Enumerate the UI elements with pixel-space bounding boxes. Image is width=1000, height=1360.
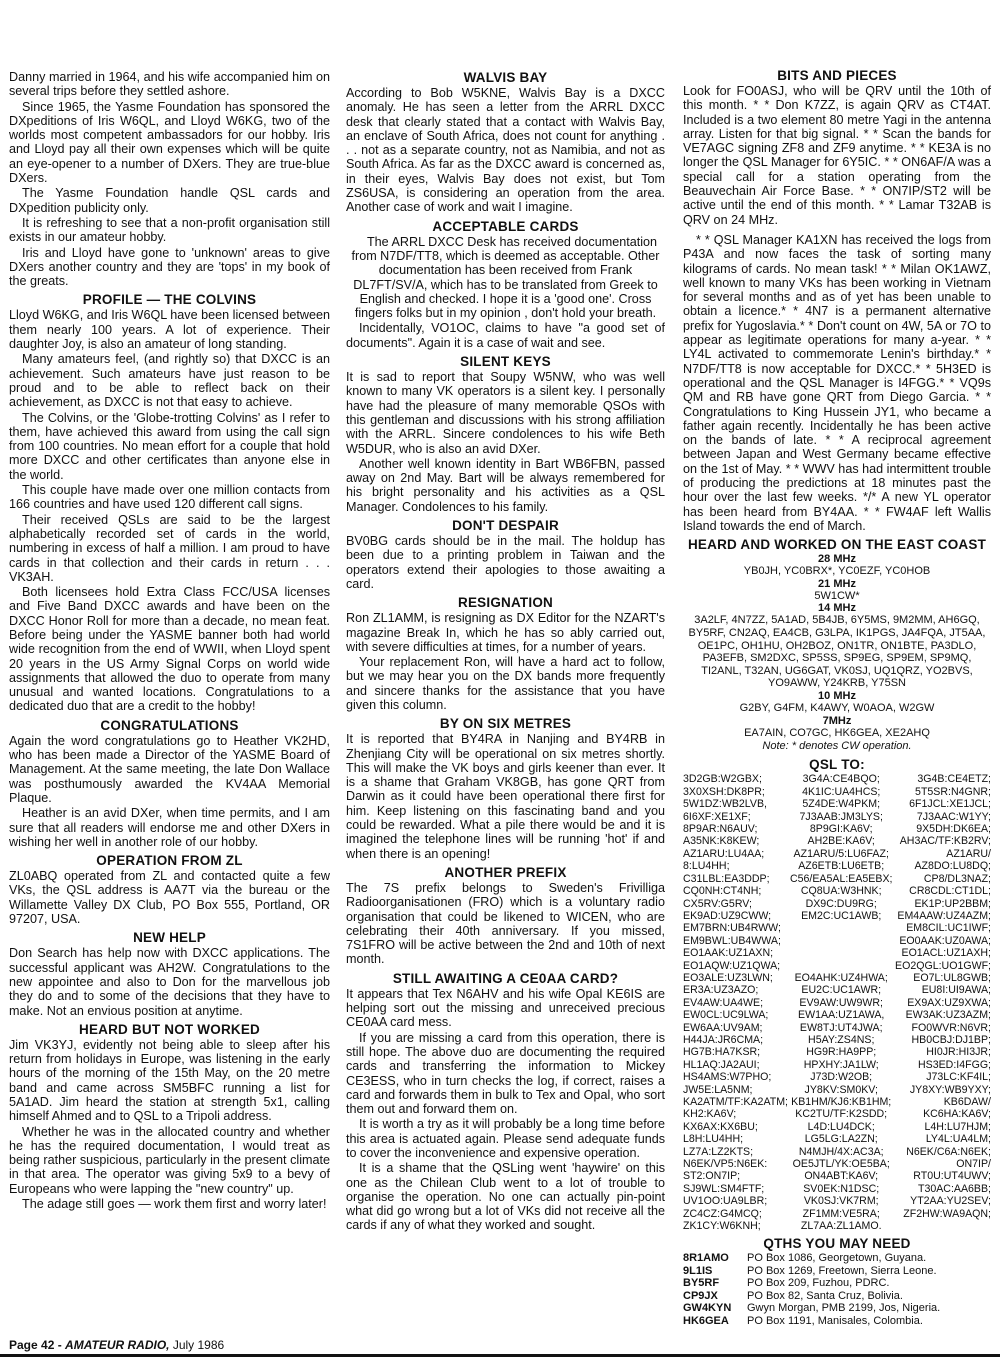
qsl-entry: EV9AW:UW9WR;: [799, 996, 884, 1009]
qsl-entry: YT2AA:YU2SEV;: [910, 1195, 991, 1208]
qsl-entry: 3G4A:CE4BQO;: [802, 773, 880, 786]
qsl-entry: EO3ALE:UZ3LWN;: [683, 971, 773, 984]
qsl-entry: [894, 1220, 991, 1232]
paragraph: Your replacement Ron, will have a hard act to follow, but we may hear you on the DX bands more frequently and sincere thanks for the assistance that you have given this column.: [346, 655, 665, 712]
band-calls: 3A2LF, 4N7ZZ, 5A1AD, 5B4JB, 6Y5MS, 9M2MM, AH6GQ, BY5RF, CN2AQ, EA4CB, G3LPA, IK1PGS, JA4FQA, JT5AA, OE1PC, OH1HU, OH2BOZ, ON1TR, ON1BTE, PA3DLO, PA3EFB, SM2DXC, SP5SS, SP9EG, SP9EM, SP9MQ, TI2ANL, T32AN, UG6GAT, VK0SJ, UQ1QRZ, YO2BVS, YO9AWW, Y24KRB, Y75SN: [688, 614, 986, 690]
band-calls: YB0JH, YC0BRX*, YC0EZF, YC0HOB: [743, 565, 931, 578]
qsl-entry: N6EK/VP5:N6EK:: [683, 1158, 768, 1171]
paragraph: It is reported that BY4RA in Nanjing and BY4RB in Zhenjiang City will be operational on six metres shortly. This will make the VK boys and girls keener than ever. It is a shame that Graham VK8GB, has gone QRT from Darwin as it could have been operational there first for him. Keep listening on this fascinating band and you could be rewarded. What a pile there would be and it is imagined the telephone lines will be running 'hot' if and when there is an opening!: [346, 732, 665, 861]
qsl-entry: HB0CBJ:DJ1BP;: [911, 1033, 991, 1046]
qsl-entry: L4H:LU7HJM;: [924, 1120, 991, 1133]
qsl-entry: ZF2HW:WA9AQN;: [903, 1207, 991, 1220]
qsl-entry: ER3A:UZ3AZO;: [683, 984, 759, 997]
qsl-entry: CR8CDL:CT1DL;: [909, 885, 991, 898]
qsl-entry: T30AC:AA6BB;: [917, 1182, 991, 1195]
qsl-entry: EO1AQW:UZ1QWA;: [683, 959, 781, 972]
section-heading-congratulations: CONGRATULATIONS: [100, 717, 239, 733]
paragraph: It is refreshing to see that a non-profit organisation still exists in our amateur hobby.: [9, 215, 330, 245]
qsl-entry: EO1ACL:UZ1AXH;: [901, 947, 991, 960]
qsl-entry: EU8I:UI9AWA;: [921, 984, 991, 997]
paragraph: Another well known identity in Bart WB6FBN, passed away on 2nd May. Bart will be always remembered for his bright personality and his activities as a QSL Manager. Condolences to his family.: [346, 456, 665, 514]
section-heading-new-help: NEW HELP: [133, 930, 206, 946]
qsl-entry: JW5E:LA5NM;: [683, 1083, 753, 1096]
section-heading-bits-and-pieces: BITS AND PIECES: [777, 68, 897, 83]
qsl-entry: RT0U:UT4UWV;: [913, 1170, 991, 1183]
section-heading-qsl-to: QSL TO:: [809, 757, 865, 773]
qth-address: PO Box 209, Fuzhou, PDRC.: [747, 1277, 890, 1290]
qsl-entry: J73D:W2OB;: [810, 1071, 873, 1084]
band-list: [683, 553, 991, 753]
paragraph: * * QSL Manager KA1XN has received the logs from P43A and now faces the task of sorting many kilograms of cards. No mean task! * * Milan OK1AWZ, well known to many VKs has been working in Vietnam for several months and as of yet has been unable to obtain a licence.* * 4N7 is a permanent alternative prefix for Yugoslavia.* * Don't count on 4W, 5A or 7O to appear as legitimate operations for many a-year. * * LY4L activated to commemorate Lenin's birthday.* * N7DF/TT8 is now acceptable for DXCC.* * 5H3ED is operational and the QSL Manager is I4FGG.* * VQ9s QM and RB have gone QRT from Diego Garcia. * * Congratulations to King Hussein JY1, who became a father again recently. Incidentally he has been active on the bands of late. * * A reciprocal agreement between Japan and West Germany became effective on the 1st of May. * * WWV has had intermittent trouble of producing the predictions at 18 minutes past the hour over the last few weeks. */* A new YL operator has been heard from BY4AA. * * FW4AF left Wallis Island towards the end of March.: [683, 232, 991, 533]
qsl-entry: ZF1MM:VE5RA;: [802, 1207, 880, 1220]
section-heading-colvins: PROFILE — THE COLVINS: [82, 292, 257, 308]
qsl-entry: EO0AAK:UZ0AWA;: [899, 934, 991, 947]
qsl-entry: CP8/DL3NAZ;: [923, 872, 991, 885]
column-1: [9, 70, 330, 1212]
qsl-entry: J73LC:KF4IL;: [926, 1071, 991, 1084]
section-heading-heard-not-worked: HEARD BUT NOT WORKED: [79, 1021, 260, 1037]
column-2: [346, 70, 665, 1234]
qsl-entry: 5W1DZ:WB2LVB,: [683, 798, 767, 811]
qsl-entry: [790, 960, 892, 972]
qsl-entry: LZ7A:LZ2KTS;: [683, 1145, 754, 1158]
cw-note: Note: * denotes CW operation.: [762, 740, 912, 753]
qsl-entry: EM7BRN:UB4RWW;: [683, 922, 781, 935]
paragraph: According to Bob W5KNE, Walvis Bay is a DXCC anomaly. He has seen a letter from the ARRL DXCC desk that clearly stated that a contact with Walvis Bay, an enclave of South Africa, does not count for anything . . . not as a separate country, not as Namibia, and not as South Africa. As far as the DXCC award is concerned as, in their eyes, Walvis Bay does not exist, but Tom ZS6USA, is considering an operation from the area. Another case of work and wait I imagine.: [346, 86, 665, 215]
qsl-entry: 6F1JCL:XE1JCL;: [909, 798, 991, 811]
qsl-entry: HPXHY:JA1LW;: [803, 1058, 879, 1071]
qsl-entry: EO7L:UL8GWB;: [913, 971, 991, 984]
paragraph: Their received QSLs are said to be the largest alphabetically recorded set of cards in the world, numbering in excess of half a million. I am proud to have cards in that collection and their cards in return . . . VK3AH.: [9, 512, 330, 584]
qth-callsign: CP9JX: [683, 1289, 718, 1302]
qsl-entry: H5AY:ZS4NS;: [808, 1033, 875, 1046]
qsl-entry: 5T5SR:N4GNR;: [915, 785, 991, 798]
qsl-entry: 5Z4DE:W4PKM;: [802, 798, 881, 811]
qsl-entry: OE5JTL/YK:OE5BA;: [792, 1158, 890, 1171]
qth-callsign: 8R1AMO: [683, 1252, 729, 1265]
paragraph: ZL0ABQ operated from ZL and contacted quite a few VKs, the QSL address is AA7T via the bureau or the Willamette Valley DX Club, PO Box 555, Portland, OR 97207, USA.: [9, 869, 330, 927]
page-footer: [9, 1338, 224, 1352]
qsl-entry: EW3AK:UZ3AZM;: [905, 1009, 991, 1022]
paragraph: Again the word congratulations go to Heather VK2HD, who has been made a Director of the YASME Board of Management. At the same meeting, the late Don Wallace was posthumously awarded the KV4AA Memorial Plaque.: [9, 733, 330, 805]
qsl-entry: ON4ABT:KA6V;: [804, 1170, 879, 1183]
qsl-entry: EM2C:UC1AWB;: [801, 909, 882, 922]
qth-callsign: GW4KYN: [683, 1302, 732, 1315]
qsl-entry: VK0SJ:VK7RM;: [803, 1195, 879, 1208]
qsl-entry: HS3ED:I4FGG;: [918, 1058, 991, 1071]
issue-date: July 1986: [172, 1338, 225, 1352]
paragraph: It is a shame that the QSLing went 'haywire' on this one as the Chilean Club went to a lot of trouble to organise the operation. No one can actually pin-point what did go wrong but a lot of VKs did not receive all the cards if any of what they worked and sought.: [346, 1161, 665, 1233]
paragraph: The Colvins, or the 'Globe-trotting Colvins' as I refer to them, have achieved this award from using the call sign from 100 countries. No mean effort for a couple that hold more DXCC and other certificates than anyone else in the world.: [9, 410, 330, 482]
qsl-entry: C31LBL:EA3DDP;: [683, 872, 770, 885]
qsl-entry: 4K1IC:UA4HCS;: [802, 785, 881, 798]
qsl-entry: JY8XY:WB9YXY;: [909, 1083, 991, 1096]
qsl-entry: EO1AAK:UZ1AXN;: [683, 947, 774, 960]
qsl-entry: CX5RV:G5RV;: [683, 897, 752, 910]
qth-address: Gwyn Morgan, PMB 2199, Jos, Nigeria.: [747, 1302, 941, 1315]
qsl-entry: 6I6XF:XE1XF;: [683, 810, 751, 823]
paragraph: Whether he was in the allocated country and whether he has the required documentation, I would treat as being rather suspicious, particularly in the present climate in that area. The operator was giving 5x9 to a bevy of Europeans who were lapping the "new country" up.: [9, 1124, 330, 1196]
band-calls: EA7AIN, CO7GC, HK6GEA, XE2AHQ: [744, 726, 930, 739]
qsl-entry: L8H:LU4HH;: [683, 1133, 744, 1146]
band-calls: G2BY, G4FM, K4AWY, W0AOA, W2GW: [739, 701, 935, 714]
qsl-entry: AH3AC/TF:KB2RV;: [899, 835, 991, 848]
qsl-entry: EV4AW:UA4WE;: [683, 996, 764, 1009]
section-heading-dont-despair: DON'T DESPAIR: [452, 518, 559, 534]
qsl-entry: 8P9GI:KA6V;: [809, 823, 873, 836]
qsl-entry: KC6HA:KA6V;: [923, 1108, 991, 1121]
paragraph: If you are missing a card from this operation, there is still hope. The above duo are documenting the required cards and transferring the information to Mickey CE3ESS, who in turn checks the log, if correct, raises a card and forwards them in bulk to Tex and Opal, who sort them out and forward them on.: [346, 1030, 665, 1117]
qsl-entry: 8:LU4HH;: [683, 860, 730, 873]
paragraph: Both licensees hold Extra Class FCC/USA licenses and Five Band DXCC awards and have been on the DXCC Honor Roll for more than a decade, no mean feat. Before being under the YASME banner both had world wide recognition from the end of WWII, when Lloyd spent 20 years in the US Army Signal Corps on world wide assignments that allowed the duo to operate from many unusual and wanted locations. Congratulations to a dedicated duo that are a credit to the hobby!: [9, 585, 330, 714]
qsl-entry: 7J3AAB:JM3LYS;: [799, 810, 883, 823]
qths-list: [683, 1252, 991, 1326]
qsl-entry: CQ0NH:CT4NH;: [683, 885, 762, 898]
footer-rule: [0, 1354, 1000, 1357]
section-heading-acceptable-cards: ACCEPTABLE CARDS: [432, 218, 579, 234]
qth-callsign: HK6GEA: [683, 1314, 729, 1327]
paragraph: The adage still goes — work them first and worry later!: [22, 1197, 327, 1212]
qsl-entry: A35NK:K8KEW;: [683, 835, 760, 848]
qth-callsign: BY5RF: [683, 1277, 720, 1290]
qsl-entry: HS4AMS:W7PHO;: [683, 1071, 772, 1084]
qsl-entry: EK9AD:UZ9CWW;: [683, 909, 772, 922]
qsl-entry: [790, 935, 892, 947]
qsl-entry: AZ8DO:LU8DQ;: [914, 860, 991, 873]
paragraph: The Yasme Foundation handle QSL cards and DXpedition publicity only.: [9, 186, 330, 215]
qsl-entry: 8P9AR:N6AUV;: [683, 823, 758, 836]
qsl-entry: KB6DAW/: [943, 1096, 991, 1108]
qsl-entry: KB1HM/KJ6:KB1HM;: [791, 1096, 892, 1108]
magazine-name: AMATEUR RADIO,: [65, 1338, 170, 1352]
qsl-entry: N4MJH/4X:AC3A;: [798, 1145, 884, 1158]
qsl-entry: ST2:ON7IP;: [683, 1170, 741, 1183]
qth-address: PO Box 1086, Georgetown, Guyana.: [747, 1252, 927, 1265]
qsl-entry: EM9BWL:UB4WWA;: [683, 934, 781, 947]
qsl-entry: AZ1ARU:LU4AA;: [683, 847, 765, 860]
paragraph: Since 1965, the Yasme Foundation has sponsored the DXpeditions of Iris W6QL, and Lloyd W6KG, two of the worlds most competent ambassadors for our hobby. Iris and Lloyd pay all their own expenses which will be quite an eye-opener to a number of DXers. They are true-blue DXers.: [9, 99, 330, 186]
qsl-entry: EU2C:UC1AWR;: [801, 984, 882, 997]
qsl-entry: HG7B:HA7KSR;: [683, 1046, 761, 1059]
qsl-entry: AZ1ARU/5:LU6FAZ;: [793, 847, 889, 860]
qsl-entry: H44JA:JR6CMA;: [683, 1033, 764, 1046]
section-heading-qths: QTHS YOU MAY NEED: [763, 1236, 911, 1252]
qsl-entry: HG9R:HA9PP;: [806, 1046, 877, 1059]
band-label: 7MHz: [822, 714, 852, 727]
paragraph: Danny married in 1964, and his wife accompanied him on several trips before they settled ashore.: [9, 70, 330, 99]
page-number: Page 42 -: [9, 1338, 62, 1352]
qsl-entry: L4D:LU4DCK;: [807, 1120, 875, 1133]
qsl-entry: FO0WVR:N6VR;: [911, 1021, 991, 1034]
qsl-entry: 3D2GB:W2GBX;: [683, 773, 762, 786]
section-heading-another-prefix: ANOTHER PREFIX: [444, 864, 567, 880]
paragraph: Lloyd W6KG, and Iris W6QL have been licensed between them nearly 100 years. A lot of experience. Their daughter Joy, is also an amateur of long standing.: [9, 308, 330, 352]
paragraph: The ARRL DXCC Desk has received documentation from N7DF/TT8, which is deemed as acceptable. Other documentation has been received from Frank DL7FT/SV/A, which has to be translated from Greek to English and checked. I hope it is a 'good one'. Cross fingers folks but in my opinion , don't hold your breath.: [351, 234, 660, 321]
qsl-entry: EW1AA:UZ1AWA,: [798, 1009, 885, 1022]
section-heading-operation-zl: OPERATION FROM ZL: [96, 853, 243, 869]
intro-section: [9, 70, 330, 288]
qsl-entry: EO4AHK:UZ4HWA;: [794, 971, 888, 984]
qsl-entry: 3G4B:CE4ETZ;: [917, 773, 991, 786]
section-heading-walvis-bay: WALVIS BAY: [463, 70, 548, 85]
qth-callsign: 9L1IS: [683, 1264, 713, 1277]
paragraph: Incidentally, VO1OC, claims to have "a good set of documents". Again it is a case of wait and see.: [346, 321, 665, 350]
qsl-entry: ZK1CY:W6KNH;: [683, 1220, 761, 1233]
paragraph: It appears that Tex N6AHV and his wife Opal KE6IS are helping sort out the missing and unreceived precious CE0AA card mess.: [346, 986, 665, 1030]
paragraph: The 7S prefix belongs to Sweden's Frivilliga Radioorganisationen (FRO) which is a voluntary radio organisation that could be likened to WICEN, who are celebrating their 40th anniversary. If you missed, 7S1FRO will be active between the 2nd and 10th of next month.: [346, 880, 665, 967]
paragraph: Look for FO0ASJ, who will be QRV until the 10th of this month. * * Don K7ZZ, is again QRV as CT4AT. Included is a two element 80 metre Yagi in the antenna array. Listen for that big signal. * * Scan the bands for VE7AGC signing ZF8 and ZF9 anytime. * * KE3A is no longer the QSL Manager for 6Y5IC. * * ON6AF/A was a special call for a station operating from the Beauvechain Air Force Base. * * ON7IP/ST2 will be active until the end of this month. * * Lamar T32AB is QRV on 24 MHz.: [683, 84, 991, 227]
qsl-entry: LG5LG:LA2ZN;: [804, 1133, 878, 1146]
paragraph: BV0BG cards should be in the mail. The holdup has been due to a printing problem in Taiwan and the operators extend their apologies to those awaiting a card.: [346, 534, 665, 591]
band-label: 10 MHz: [818, 689, 856, 702]
qth-address: PO Box 1191, Manisales, Colombia.: [747, 1314, 923, 1327]
qsl-entry: 7J3AAC:W1YY;: [916, 810, 991, 823]
qsl-to-list: [683, 773, 991, 1232]
qsl-entry: CQ8UA:W3HNK;: [800, 885, 882, 898]
paragraph: Many amateurs feel, (and rightly so) that DXCC is an achievement. Such amateurs have just reason to be proud and to be able to reflect back on their achievement, as DXCC is not that easy to achieve.: [9, 352, 330, 410]
paragraph: Iris and Lloyd have gone to 'unknown' areas to give DXers another country and they are 'tops' in my book of the greats.: [9, 245, 330, 289]
qsl-entry: EX9AX:UZ9XWA;: [907, 996, 991, 1009]
paragraph: It is worth a try as it will probably be a long time before this area is actuated again. Please send adequate funds to cover the inconvenience and expensive operation.: [346, 1117, 665, 1160]
qsl-entry: SV0EK:N1DSC;: [803, 1182, 880, 1195]
qsl-entry: EM4AAW:UZ4AZM;: [897, 909, 991, 922]
section-heading-silent-keys: SILENT KEYS: [460, 354, 551, 370]
qsl-entry: EW8TJ:UT4JWA;: [799, 1021, 883, 1034]
qsl-entry: EW0CL:UC9LWA;: [683, 1009, 769, 1022]
qsl-entry: JY8KV:SM0KV;: [804, 1083, 878, 1096]
column-3: [683, 84, 991, 1327]
qsl-entry: ON7IP/: [956, 1158, 991, 1171]
paragraph: It is sad to report that Soupy W5NW, who was well known to many VK operators is a silent key. I personally have had the pleasure of many memorable QSOs with this gentleman and discussions with his strong affiliation with the ARRL. Sincere condolences to his wife Beth W5DUR, who is also an avid DXer.: [346, 370, 665, 456]
qsl-entry: KC2TU/TF:K2SDD;: [795, 1108, 888, 1121]
paragraph: Heather is an avid DXer, when time permits, and I am sure that all readers will endorse me and other DXers in wishing her well in another role of our hobby.: [9, 806, 330, 849]
qsl-entry: SJ9WL:SM4FTF;: [683, 1182, 765, 1195]
qsl-entry: KH2:KA6V;: [683, 1108, 737, 1121]
qsl-entry: EO2QGL:UO1GWF;: [895, 959, 991, 972]
band-calls: 5W1CW*: [814, 589, 860, 602]
section-heading-resignation: RESIGNATION: [458, 595, 553, 611]
qsl-entry: ZC4CZ:G4MCQ;: [683, 1207, 762, 1220]
band-label: 28 MHz: [818, 553, 856, 566]
qth-address: PO Box 82, Santa Cruz, Bolivia.: [747, 1289, 903, 1302]
qsl-entry: KX6AX:KX6BU;: [683, 1120, 758, 1133]
qsl-entry: HI0JR:HI3JR;: [926, 1046, 991, 1059]
qsl-entry: N6EK/C6A:N6EK;: [906, 1145, 991, 1158]
qsl-entry: AH2BE:KA6V;: [807, 835, 875, 848]
paragraph: This couple have made over one million contacts from 166 countries and have used 120 different call signs.: [9, 483, 330, 512]
section-heading-ce0aa-card: STILL AWAITING A CE0AA CARD?: [392, 970, 619, 986]
paragraph: Jim VK3YJ, evidently not being able to sleep after his return from holidays in Europe, was listening in the early hours of the morning of the 15th May, on the 20 metre band and came across SM5BFC running a list for 5A1AD. Jim heard the station at strength 5x1, calling himself Ahmed and to QSL to a Tripoli address.: [9, 1037, 330, 1124]
qth-address: PO Box 1269, Freetown, Sierra Leone.: [747, 1264, 937, 1277]
qsl-entry: DX9C:DU9RG;: [805, 897, 877, 910]
qsl-entry: [790, 947, 892, 959]
qsl-entry: C56/EA5AL:EA5EBX;: [789, 872, 893, 885]
qsl-entry: 3X0XSH:DK8PR;: [683, 785, 765, 798]
qsl-entry: ZL7AA:ZL1AMO.: [800, 1220, 882, 1233]
qsl-entry: AZ1ARU/: [946, 847, 991, 860]
section-heading-heard-east-coast: HEARD AND WORKED ON THE EAST COAST: [687, 537, 987, 553]
band-label: 14 MHz: [818, 602, 856, 615]
qsl-entry: 9X5DH:DK6EA;: [916, 823, 991, 836]
qsl-entry: EK1P:UP2BBM;: [914, 897, 991, 910]
paragraph: Don Search has help now with DXCC applications. The successful applicant was AH2W. Congratulations to the new appointee and also to Don for the marvellous job they do and to some of the decisions that they have to make. Not an envious position at anytime.: [9, 946, 330, 1018]
qsl-entry: KA2ATM/TF:KA2ATM;: [683, 1096, 788, 1108]
section-heading-six-metres: BY ON SIX METRES: [439, 716, 572, 732]
qsl-entry: [790, 922, 892, 934]
qsl-entry: LY4L:UA4LM;: [925, 1133, 991, 1146]
qsl-entry: EM8CIL:UC1IWF;: [906, 922, 991, 935]
qsl-entry: HL1AQ:JA2AUI;: [683, 1058, 760, 1071]
qsl-entry: EW6AA:UV9AM;: [683, 1021, 763, 1034]
band-label: 21 MHz: [818, 577, 856, 590]
qsl-entry: UV1OO:UA9LBR;: [683, 1195, 768, 1208]
qsl-entry: AZ6ETB:LU6ETB;: [798, 860, 885, 873]
paragraph: Ron ZL1AMM, is resigning as DX Editor for the NZART's magazine Break In, which he has so ably carried out, with severe difficulties at times, for a number of years.: [346, 611, 665, 654]
